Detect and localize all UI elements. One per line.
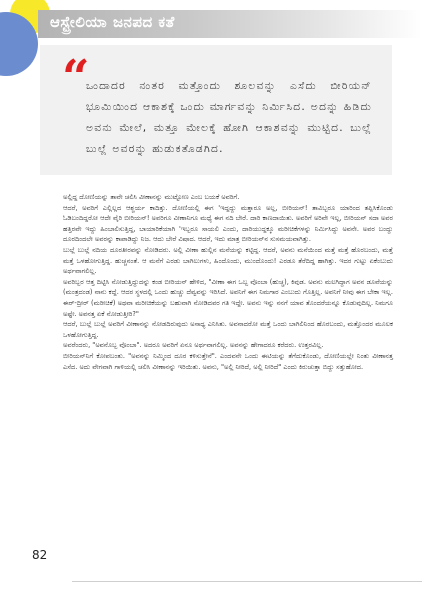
body-paragraph: ಬುಲ್ಲೆ ಬುಲ್ಲೆ ನದಿಯ ದೂರತೀರವನ್ನು ನೋಡಿದರು. ಅಲ್ಲಿ ವೀಣಾ ಹುಲ್ಲಿನ ಮನೆಯನ್ನು ಕಟ್ಟಿದ್ದ. ಆದರೆ, ಅವನು ಮನೆಯಿಂದ ಮತ್ತೆ ಮತ್ತೆ ಹೊರಬಂದು, ಮತ್ತೆ ಮತ್ತೆ ಒಳಹೋಗುತ್ತಿದ್ದ. ಹುಚ್ಚನಂತೆ. ಆ ಮನೆಗೆ ಎರಡು ಬಾಗಿಲುಗಳು, ಹಿಂದೊಂದು, ಮುಂದೊಂದು! ಎರಡೂ ತೆರೆದಿದ್ದ ಹಾಗಿತ್ತು. ಇದರ ಗುಟ್ಟು ಏಕೆಂಬುದು ಅರ್ಥವಾಗಲಿಲ್ಲ. <box>63 245 393 276</box>
pull-quote-text: ಒಂದಾದರ ನಂತರ ಮತ್ತೊಂದು ಶೂಲವನ್ನು ಎಸೆದು ಬೀರಿಯನ್ ಭೂಮಿಯಿಂದ ಆಕಾಶಕ್ಕೆ ಒಂದು ಮಾರ್ಗವನ್ನು ನಿರ್ಮಿಸಿದ. ಅದನ್ನು ಹಿಡಿದು ಅವನು ಮೇಲೆ, ಮತ್ತೂ ಮೇಲಕ್ಕೆ ಹೋಗಿ ಆಕಾಶವನ್ನು ಮುಟ್ಟಿದ. ಬುಲ್ಲೆ ಬುಲ್ಲೆ ಅವರನ್ನು ಹುಡುಕತೊಡಗಿದ. <box>86 80 372 155</box>
body-paragraph: ಆದರೆ, ಬುಲ್ಲೆ ಬುಲ್ಲೆ ಅವರಿಗೆ ವೀಣಾನನ್ನು ನೋಡದಿರುವುದು ಅಸಾಧ್ಯ ಎನಿಸಿತು. ಅವನಾದರೋ ಮತ್ತೆ ಒಂದು ಬಾಗಿಲಿನಿಂದ ಹೊರಬಂದು, ಮತ್ತೊಂದರ ಮೂಲಕ ಒಳಹೋಗುತ್ತಿದ್ದ. <box>63 320 393 339</box>
page-header-title: ಆಸ್ಟ್ರೇಲಿಯಾ ಜನಪದ ಕತೆ <box>50 13 175 31</box>
body-paragraph: ಆದರೆ, ಅವರಿಗೆ ಎಲ್ಲಿಲ್ಲದ ಆಶ್ಚರ್ಯ ಕಾದಿತ್ತು. ದೋಣಿಯಲ್ಲಿ ಈಗ 'ಇದ್ದದ್ದು ಮತ್ತಾರೂ ಅಲ್ಲ, ಬೀರಿಯನ್! ತಾವಿಬ್ಬರೂ ಯಾರಿಂದ ತಪ್ಪಿಸಿಕೊಂಡು ಓಡಿಬಂದಿದ್ದರೋ ಆದೇ ವೈರಿ ಬೀರಿಯನ್! ಅವರಿಗೂ ವೀಣಾನಿಗೂ ಮಧ್ಯೆ ಈಗ ನದಿ ಬೇರೆ. ದಾರಿ ಕಾಣದಾಯಿತು. ಅವರಿಗೆ ಅರಿವೇ ಇಲ್ಲ, ಬೀರಿಯನ್ ಸದಾ ಅವರ ಹತ್ತಿರವೇ ಇದ್ದು ಹಿಂಬಾಲಿಸುತ್ತಿದ್ದ, ಬಾಯಾರಿಕೆಯಾಗಿ 'ಇಬ್ಬರೂ ಸಾಯಲಿ ಎಂದು, ದಾರಿಯುದ್ದಕ್ಕೂ ಮರೀಚಿಕೆಗಳನ್ನು ನಿರ್ಮಿಸಿದ್ದು ಅವನೇ. ಅವರ ಬಂದ್ದು ದೂರದಿಂದಲೇ ಅವರನ್ನು ಕಾಪಾಡಿದ್ದು ನಿಜ. ಆದು ಬೇರೆ ವಿಷಾದ. ಆದರೆ, ಇದು ಮಾತ್ರ ಬೀರಿಯನ್‌ನ ಸುಸಮಯವಾಗಿತ್ತು. <box>63 203 393 244</box>
story-body <box>63 192 393 372</box>
footer-rule <box>72 581 422 582</box>
page-number: 82 <box>32 548 48 562</box>
body-paragraph: ಅಲ್ಲಿದ್ದ ದೋಣಿಯನ್ನು ತಾವೇ ಚಲಿಸಿ ವೀಣಾನನ್ನು ಮುಟ್ಟೋಣ ಎಂಬ ಬಯಕೆ ಅವರಿಗೆ. <box>63 193 240 201</box>
body-paragraph: ಅವರೆಂದರು, "ಅವನೊಬ್ಬ ವೊಂಬಾ". ಅದರೂ ಅವರಿಗೆ ಏನೂ ಅರ್ಥವಾಗಲಿಲ್ಲ. ಅವನನ್ನು ಹೇಗಾದರೂ ಕರೆದರು. ಉತ್ತರವಿಲ್ಲ. <box>63 341 324 350</box>
body-paragraph: ಅವರಿಬ್ಬರ ಆತ್ತ ದಿಟ್ಟಿಸಿ ನೋಡುತ್ತಿದ್ದುದನ್ನು ಕಂಡ ಬೀರಿಯನ್ ಹೇಳಿದ, "ವೀಣಾ ಈಗ ಒಬ್ಬ ವೊಂಬಾ (ಹುಚ್ಚ), ಕಿವುಡ. ಅವನು ಮಲಗಿದ್ದಾಗ ಅವನ ಡೂವೆಯನ್ನು (ಮಂತ್ರದಂಡ) ನಾನು ಕದ್ದೆ. ಆದರ ಸ್ಥಳದಲ್ಲಿ ಒಂದು ಹುಚ್ಚು ದೆವ್ವವನ್ನು ಇರಿಸಿದೆ. ಅವನಿಗೆ ಈಗ ನಿಮಗಾರ ಎಂಬುದು ಗೊತ್ತಿಲ್ಲ. ಅವನಿಗೆ ನೀವು ಈಗ ಬೇಕಾ ಇಲ್ಲ. ಈರ್-ದ್ರೀರ್ (ಮರೀಚಿಕೆ) ಅಥವಾ ಮರೀಚಿಕೆಯನ್ನು ಬಹುವಾಗಿ ನೋಡಿದವರ ಗತಿ ಇದ್ದೇ. ಅವನು ಇನ್ನು ನನಗೆ ಯಾವ ತೊಂದರೆಯನ್ನೂ ಕೊಡುವುದಿಲ್ಲ. ನಿಮಗೂ ಅಷ್ಟೇ. ಅವನತ್ತ ಏಕೆ ನೋಡುತ್ತೀರಿ?" <box>63 277 393 318</box>
body-paragraph: ಬೀರಿಯನ್‌ನಿಗೆ ಕೋಪಬಂತು. "ಅವನನ್ನು ನಿಮ್ಮಿಂದ ದೂರ ಕಳಿಸುತ್ತೇನೆ". ಎಂದವನೇ ಒಂದು ಈಟಿಯನ್ನು ತೆಗೆದುಕೊಂಡು, ದೋಣಿಯಲ್ಲೇ ನಿಂತು ವೀಣಾನತ್ತ ಎಸೆದ. ಅದು ವೇಗವಾಗಿ ಗಾಳಿಯಲ್ಲಿ ಚಲಿಸಿ ವೀಣಾನನ್ನು ಇರಿಯಿತು. ಅವನು, "ಅಲ್ಲಿ ನೀರಿದೆ, ಅಲ್ಲಿ ನೀರಿದೆ" ಎಂದು ಕಿರುಚುತ್ತಾ ಬಿದ್ದು ಸತ್ತುಹೋದ. <box>63 351 393 371</box>
quote-mark-icon: “ <box>62 50 90 106</box>
